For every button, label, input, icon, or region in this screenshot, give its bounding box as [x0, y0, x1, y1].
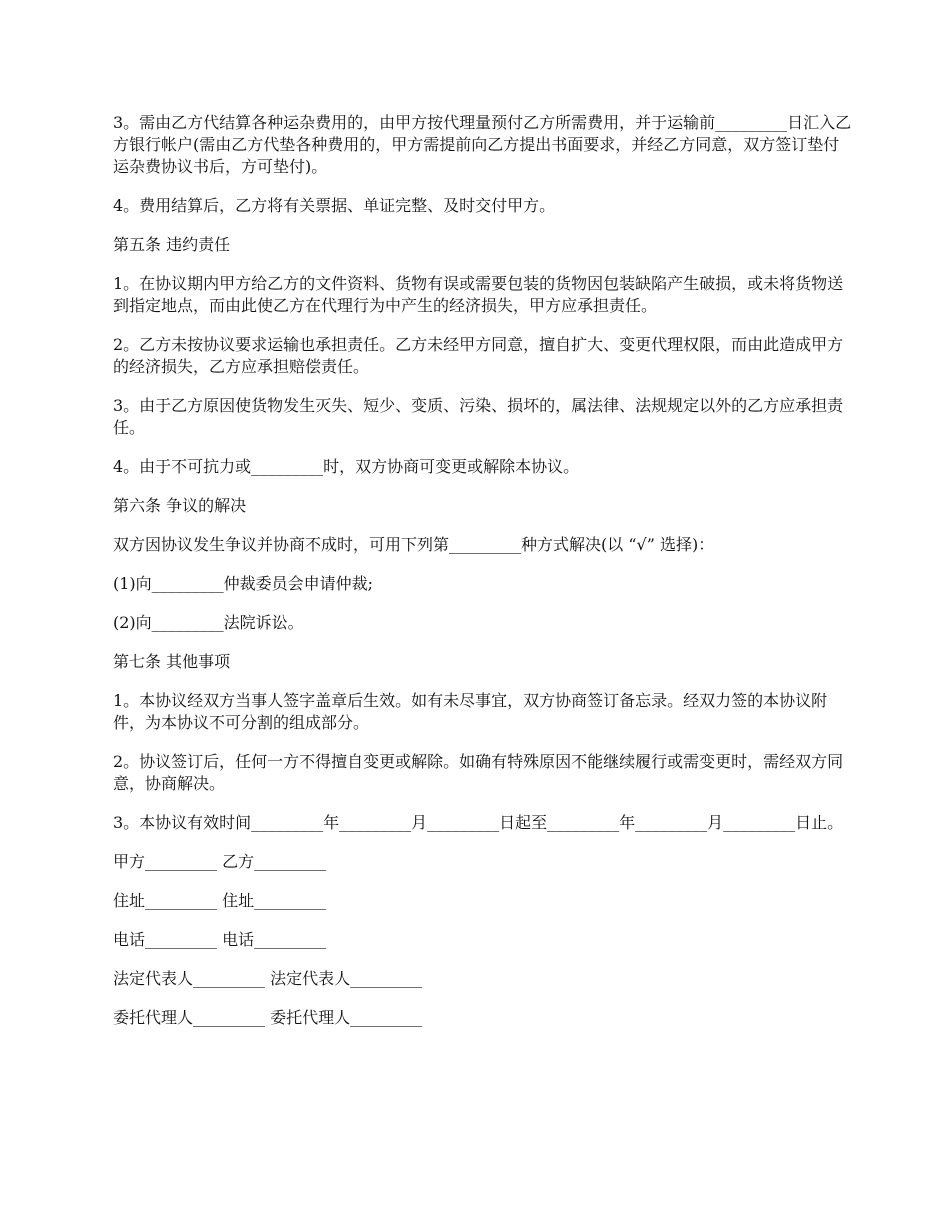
- clause-4-item-4: 4。费用结算后，乙方将有关票据、单证完整、及时交付甲方。: [113, 196, 556, 215]
- clause-7-item-1: 1。本协议经双方当事人签字盖章后生效。如有未尽事宜，双方协商签订备忘录。经双力签的本协议附件，为本协议不可分割的组成部分。: [113, 691, 828, 732]
- document-body: [113, 112, 853, 1046]
- clause-6-option-1: (1)向_________仲裁委员会申请仲裁;: [113, 574, 374, 593]
- signature-party-line: 甲方_________ 乙方_________: [113, 852, 327, 871]
- clause-7-item-3: 3。本协议有效时间_________年_________月_________日起至_________年_________月_________日止。: [113, 813, 844, 832]
- clause-5-item-1: 1。在协议期内甲方给乙方的文件资料、货物有误或需要包装的货物因包装缺陷产生破损，或未将货物送到指定地点，而由此使乙方在代理行为中产生的经济损失，甲方应承担责任。: [113, 274, 844, 315]
- clause-7-item-2: 2。协议签订后，任何一方不得擅自变更或解除。如确有特殊原因不能继续履行或需变更时，需经双方同意，协商解决。: [113, 752, 844, 793]
- clause-5-item-2: 2。乙方未按协议要求运输也承担责任。乙方未经甲方同意，擅自扩大、变更代理权限，而由此造成甲方的经济损失，乙方应承担赔偿责任。: [113, 335, 844, 376]
- clause-6-intro: 双方因协议发生争议并协商不成时，可用下列第_________种方式解决(以 “√” 选择)：: [113, 535, 715, 554]
- clause-6-option-2: (2)向_________法院诉讼。: [113, 613, 304, 632]
- section-heading-5: 第五条 违约责任: [113, 235, 231, 254]
- clause-4-item-3: 3。需由乙方代结算各种运杂费用的，由甲方按代理量预付乙方所需费用，并于运输前_________日汇入乙方银行帐户(需由乙方代垫各种费用的，甲方需提前向乙方提出书面要求，并经乙方同意，双方签订垫付运杂费协议书后，方可垫付)。: [113, 113, 852, 176]
- section-heading-6: 第六条 争议的解决: [113, 496, 247, 515]
- clause-5-item-3: 3。由于乙方原因使货物发生灭失、短少、变质、污染、损坏的，属法律、法规规定以外的乙方应承担责任。: [113, 396, 844, 437]
- section-heading-7: 第七条 其他事项: [113, 652, 231, 671]
- signature-address-line: 住址_________ 住址_________: [113, 891, 327, 910]
- clause-5-item-4: 4。由于不可抗力或_________时，双方协商可变更或解除本协议。: [113, 457, 580, 476]
- signature-agent-line: 委托代理人_________ 委托代理人_________: [113, 1008, 423, 1027]
- signature-legal-rep-line: 法定代表人_________ 法定代表人_________: [113, 969, 423, 988]
- signature-phone-line: 电话_________ 电话_________: [113, 930, 327, 949]
